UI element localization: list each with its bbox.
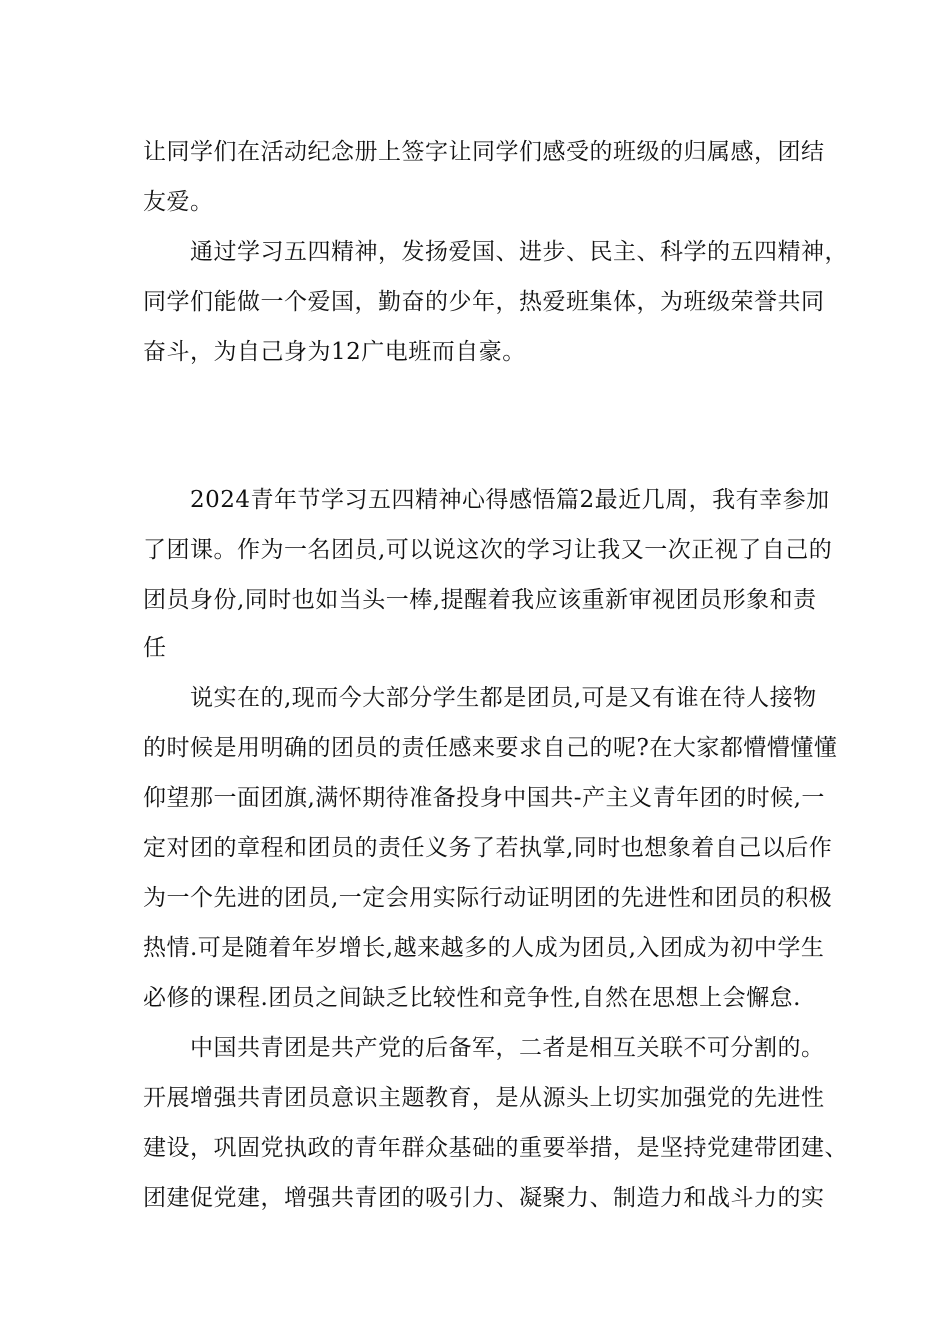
paragraph-2-line-2: 同学们能做一个爱国，勤奋的少年，热爱班集体，为班级荣誉共同 — [143, 289, 825, 315]
paragraph-5-line-4: 团建促党建，增强共青团的吸引力、凝聚力、制造力和战斗力的实 — [143, 1185, 825, 1211]
paragraph-4-line-4: 定对团的章程和团员的责任义务了若执掌,同时也想象着自己以后作 — [143, 835, 833, 861]
paragraph-2-line-3: 奋斗，为自己身为12广电班而自豪。 — [143, 339, 526, 365]
paragraph-4-line-1: 说实在的,现而今大部分学生都是团员,可是又有谁在待人接物 — [190, 685, 817, 711]
paragraph-1-line-2: 友爱。 — [143, 189, 214, 215]
paragraph-4-line-7: 必修的课程.团员之间缺乏比较性和竞争性,自然在思想上会懈怠. — [143, 985, 801, 1011]
paragraph-4-line-6: 热情.可是随着年岁增长,越来越多的人成为团员,入团成为初中学生 — [143, 935, 825, 961]
paragraph-2-line-1: 通过学习五四精神，发扬爱国、进步、民主、科学的五四精神， — [190, 239, 848, 265]
paragraph-3-line-4: 任 — [143, 635, 167, 661]
paragraph-4-line-3: 仰望那一面团旗,满怀期待准备投身中国共-产主义青年团的时候,一 — [143, 785, 825, 811]
paragraph-4-line-2: 的时候是用明确的团员的责任感来要求自己的呢?在大家都懵懵懂懂 — [143, 735, 838, 761]
paragraph-5-line-1: 中国共青团是共产党的后备军，二者是相互关联不可分割的。 — [190, 1035, 825, 1061]
paragraph-3-line-2: 了团课。作为一名团员,可以说这次的学习让我又一次正视了自己的 — [143, 537, 833, 563]
paragraph-1-line-1: 让同学们在活动纪念册上签字让同学们感受的班级的归属感，团结 — [143, 139, 825, 165]
paragraph-3-line-3: 团员身份,同时也如当头一棒,提醒着我应该重新审视团员形象和责 — [143, 587, 817, 613]
paragraph-4-line-5: 为一个先进的团员,一定会用实际行动证明团的先进性和团员的积极 — [143, 885, 833, 911]
paragraph-3-line-1: 2024青年节学习五四精神心得感悟篇2最近几周，我有幸参加 — [190, 487, 830, 513]
paragraph-5-line-2: 开展增强共青团员意识主题教育，是从源头上切实加强党的先进性 — [143, 1085, 825, 1111]
paragraph-5-line-3: 建设，巩固党执政的青年群众基础的重要举措，是坚持党建带团建、 — [143, 1135, 848, 1161]
